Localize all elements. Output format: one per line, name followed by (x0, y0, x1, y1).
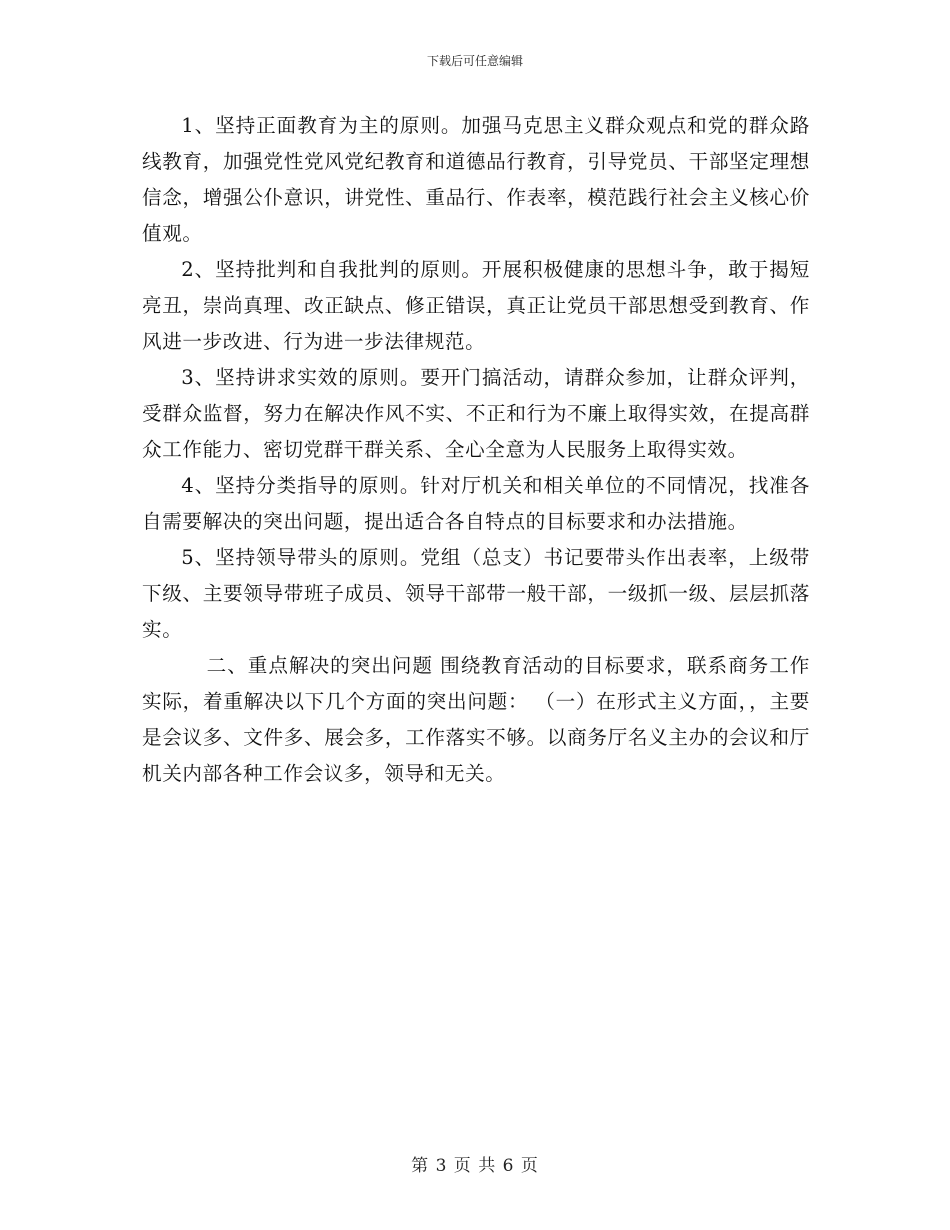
paragraph-principle-2: 2、坚持批判和自我批判的原则。开展积极健康的思想斗争，敢于揭短亮丑，崇尚真理、改正缺点、修正错误，真正让党员干部思想受到教育、作风进一步改进、行为进一步法律规范。 (142, 258, 810, 353)
page-header: 下载后可任意编辑 (426, 54, 523, 68)
paragraph-section-2: 二、重点解决的突出问题 围绕教育活动的目标要求，联系商务工作实际，着重解决以下几个方面的突出问题： （一）在形式主义方面，，主要是会议多、文件多、展会多，工作落实不够。以商务厅名义主办的会议和厅机关内部各种工作会议多，领导和无关。 (142, 654, 810, 785)
document-body (142, 108, 810, 792)
paragraph-principle-5: 5、坚持领导带头的原则。党组（总支）书记要带头作出表率，上级带下级、主要领导带班子成员、领导干部带一般干部，一级抓一级、层层抓落实。 (142, 546, 810, 641)
paragraph-principle-3: 3、坚持讲求实效的原则。要开门搞活动，请群众参加，让群众评判，受群众监督，努力在解决作风不实、不正和行为不廉上取得实效，在提高群众工作能力、密切党群干群关系、全心全意为人民服务上取得实效。 (142, 366, 810, 461)
page-number-footer: 第 3 页 共 6 页 (411, 1156, 539, 1176)
paragraph-principle-1: 1、坚持正面教育为主的原则。加强马克思主义群众观点和党的群众路线教育，加强党性党风党纪教育和道德品行教育，引导党员、干部坚定理想信念，增强公仆意识，讲党性、重品行、作表率，模范践行社会主义核心价值观。 (142, 114, 810, 245)
paragraph-principle-4: 4、坚持分类指导的原则。针对厅机关和相关单位的不同情况，找准各自需要解决的突出问题，提出适合各自特点的目标要求和办法措施。 (142, 474, 810, 533)
